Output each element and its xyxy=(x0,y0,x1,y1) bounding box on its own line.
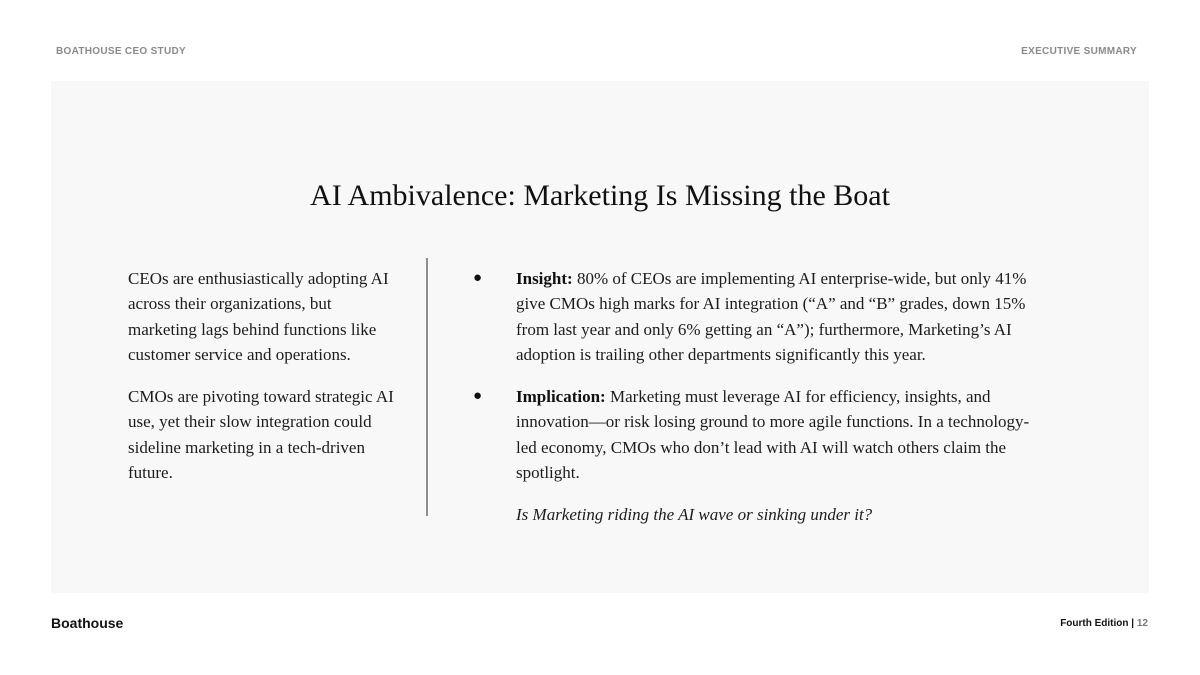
summary-paragraph: CEOs are enthusiastically adopting AI across their organizations, but marketing lags behind functions like customer service and operations. xyxy=(128,269,389,364)
insight-text: 80% of CEOs are implementing AI enterprise-wide, but only 41% give CMOs high marks for AI integration (“A” and “B” grades, down 15% from last year and only 6% getting an “A”); furthermore, Marketing’s AI adoption is trailing other departments significantly this year. xyxy=(516,269,1027,364)
section-label: EXECUTIVE SUMMARY xyxy=(1021,46,1137,57)
implication-label: Implication: xyxy=(516,387,606,407)
insight-bullet xyxy=(471,266,1046,367)
column-divider xyxy=(426,258,428,516)
edition-label: Fourth Edition | xyxy=(1060,618,1135,629)
implication-text: Marketing must leverage AI for efficiency, insights, and innovation—or risk losing ground to more agile functions. In a technology-led economy, CMOs who don’t lead with AI will watch others claim the spotlight. xyxy=(516,387,1030,483)
implication-bullet xyxy=(471,384,1046,485)
content-panel xyxy=(51,81,1149,593)
closing-question: Is Marketing riding the AI wave or sinking under it? xyxy=(516,505,873,525)
findings-column xyxy=(471,266,1046,528)
brand-logo: Boathouse xyxy=(51,615,124,631)
summary-column xyxy=(128,266,398,502)
footer-edition xyxy=(1060,618,1148,629)
insight-label: Insight: xyxy=(516,269,573,288)
summary-paragraph: CMOs are pivoting toward strategic AI use, yet their slow integration could sideline marketing in a tech-driven future. xyxy=(128,387,394,483)
bullet-dot-icon: ● xyxy=(473,270,483,286)
page-number: 12 xyxy=(1136,618,1148,629)
bullet-dot-icon: ● xyxy=(473,388,483,405)
study-label: BOATHOUSE CEO STUDY xyxy=(56,46,186,57)
slide-title: AI Ambivalence: Marketing Is Missing the Boat xyxy=(310,179,890,212)
